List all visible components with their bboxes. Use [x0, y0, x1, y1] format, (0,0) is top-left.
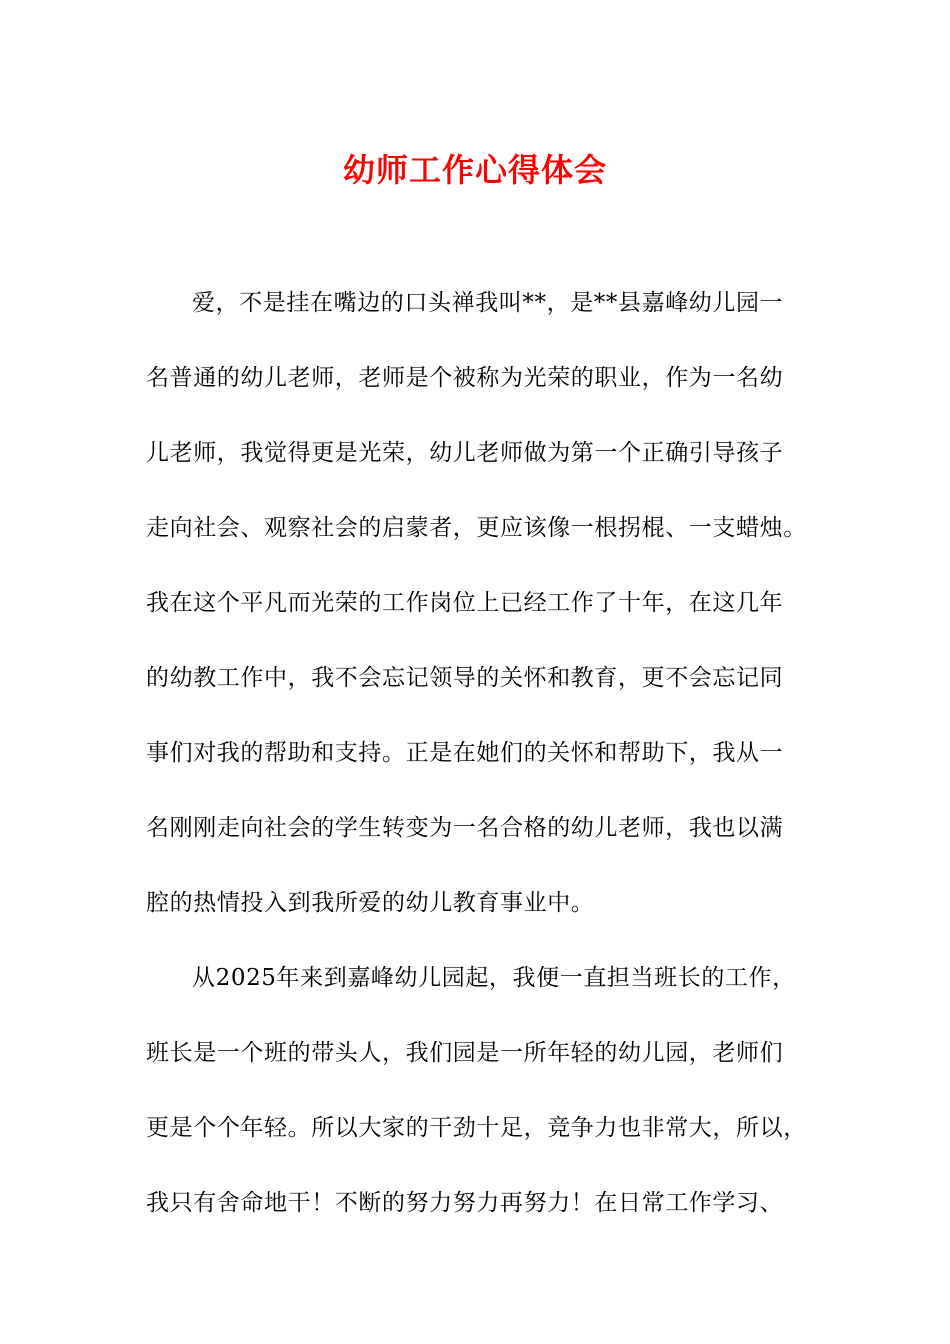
text-line: 爱，不是挂在嘴边的口头禅我叫**，是**县嘉峰幼儿园一	[192, 290, 784, 316]
text-line: 儿老师，我觉得更是光荣，幼儿老师做为第一个正确引导孩子	[146, 440, 784, 466]
document-title: 幼师工作心得体会	[342, 151, 607, 189]
text-line: 的幼教工作中，我不会忘记领导的关怀和教育，更不会忘记同	[146, 665, 784, 691]
text-line: 班长是一个班的带头人，我们园是一所年轻的幼儿园，老师们	[146, 1040, 784, 1066]
text-line: 腔的热情投入到我所爱的幼儿教育事业中。	[146, 890, 595, 916]
text-line: 名刚刚走向社会的学生转变为一名合格的幼儿老师，我也以满	[146, 815, 784, 841]
text-line: 从2025年来到嘉峰幼儿园起，我便一直担当班长的工作，	[192, 965, 796, 991]
text-line: 名普通的幼儿老师，老师是个被称为光荣的职业，作为一名幼	[146, 365, 784, 391]
document-body	[146, 283, 806, 1258]
text-line: 事们对我的帮助和支持。正是在她们的关怀和帮助下，我从一	[146, 740, 784, 766]
paragraph-1	[146, 283, 806, 958]
text-line: 更是个个年轻。所以大家的干劲十足，竞争力也非常大，所以，	[146, 1115, 807, 1141]
text-line: 走向社会、观察社会的启蒙者，更应该像一根拐棍、一支蜡烛。	[146, 515, 807, 541]
paragraph-2	[146, 958, 806, 1258]
text-line: 我只有舍命地干！不断的努力努力再努力！在日常工作学习、	[146, 1190, 784, 1216]
text-line: 我在这个平凡而光荣的工作岗位上已经工作了十年，在这几年	[146, 590, 784, 616]
